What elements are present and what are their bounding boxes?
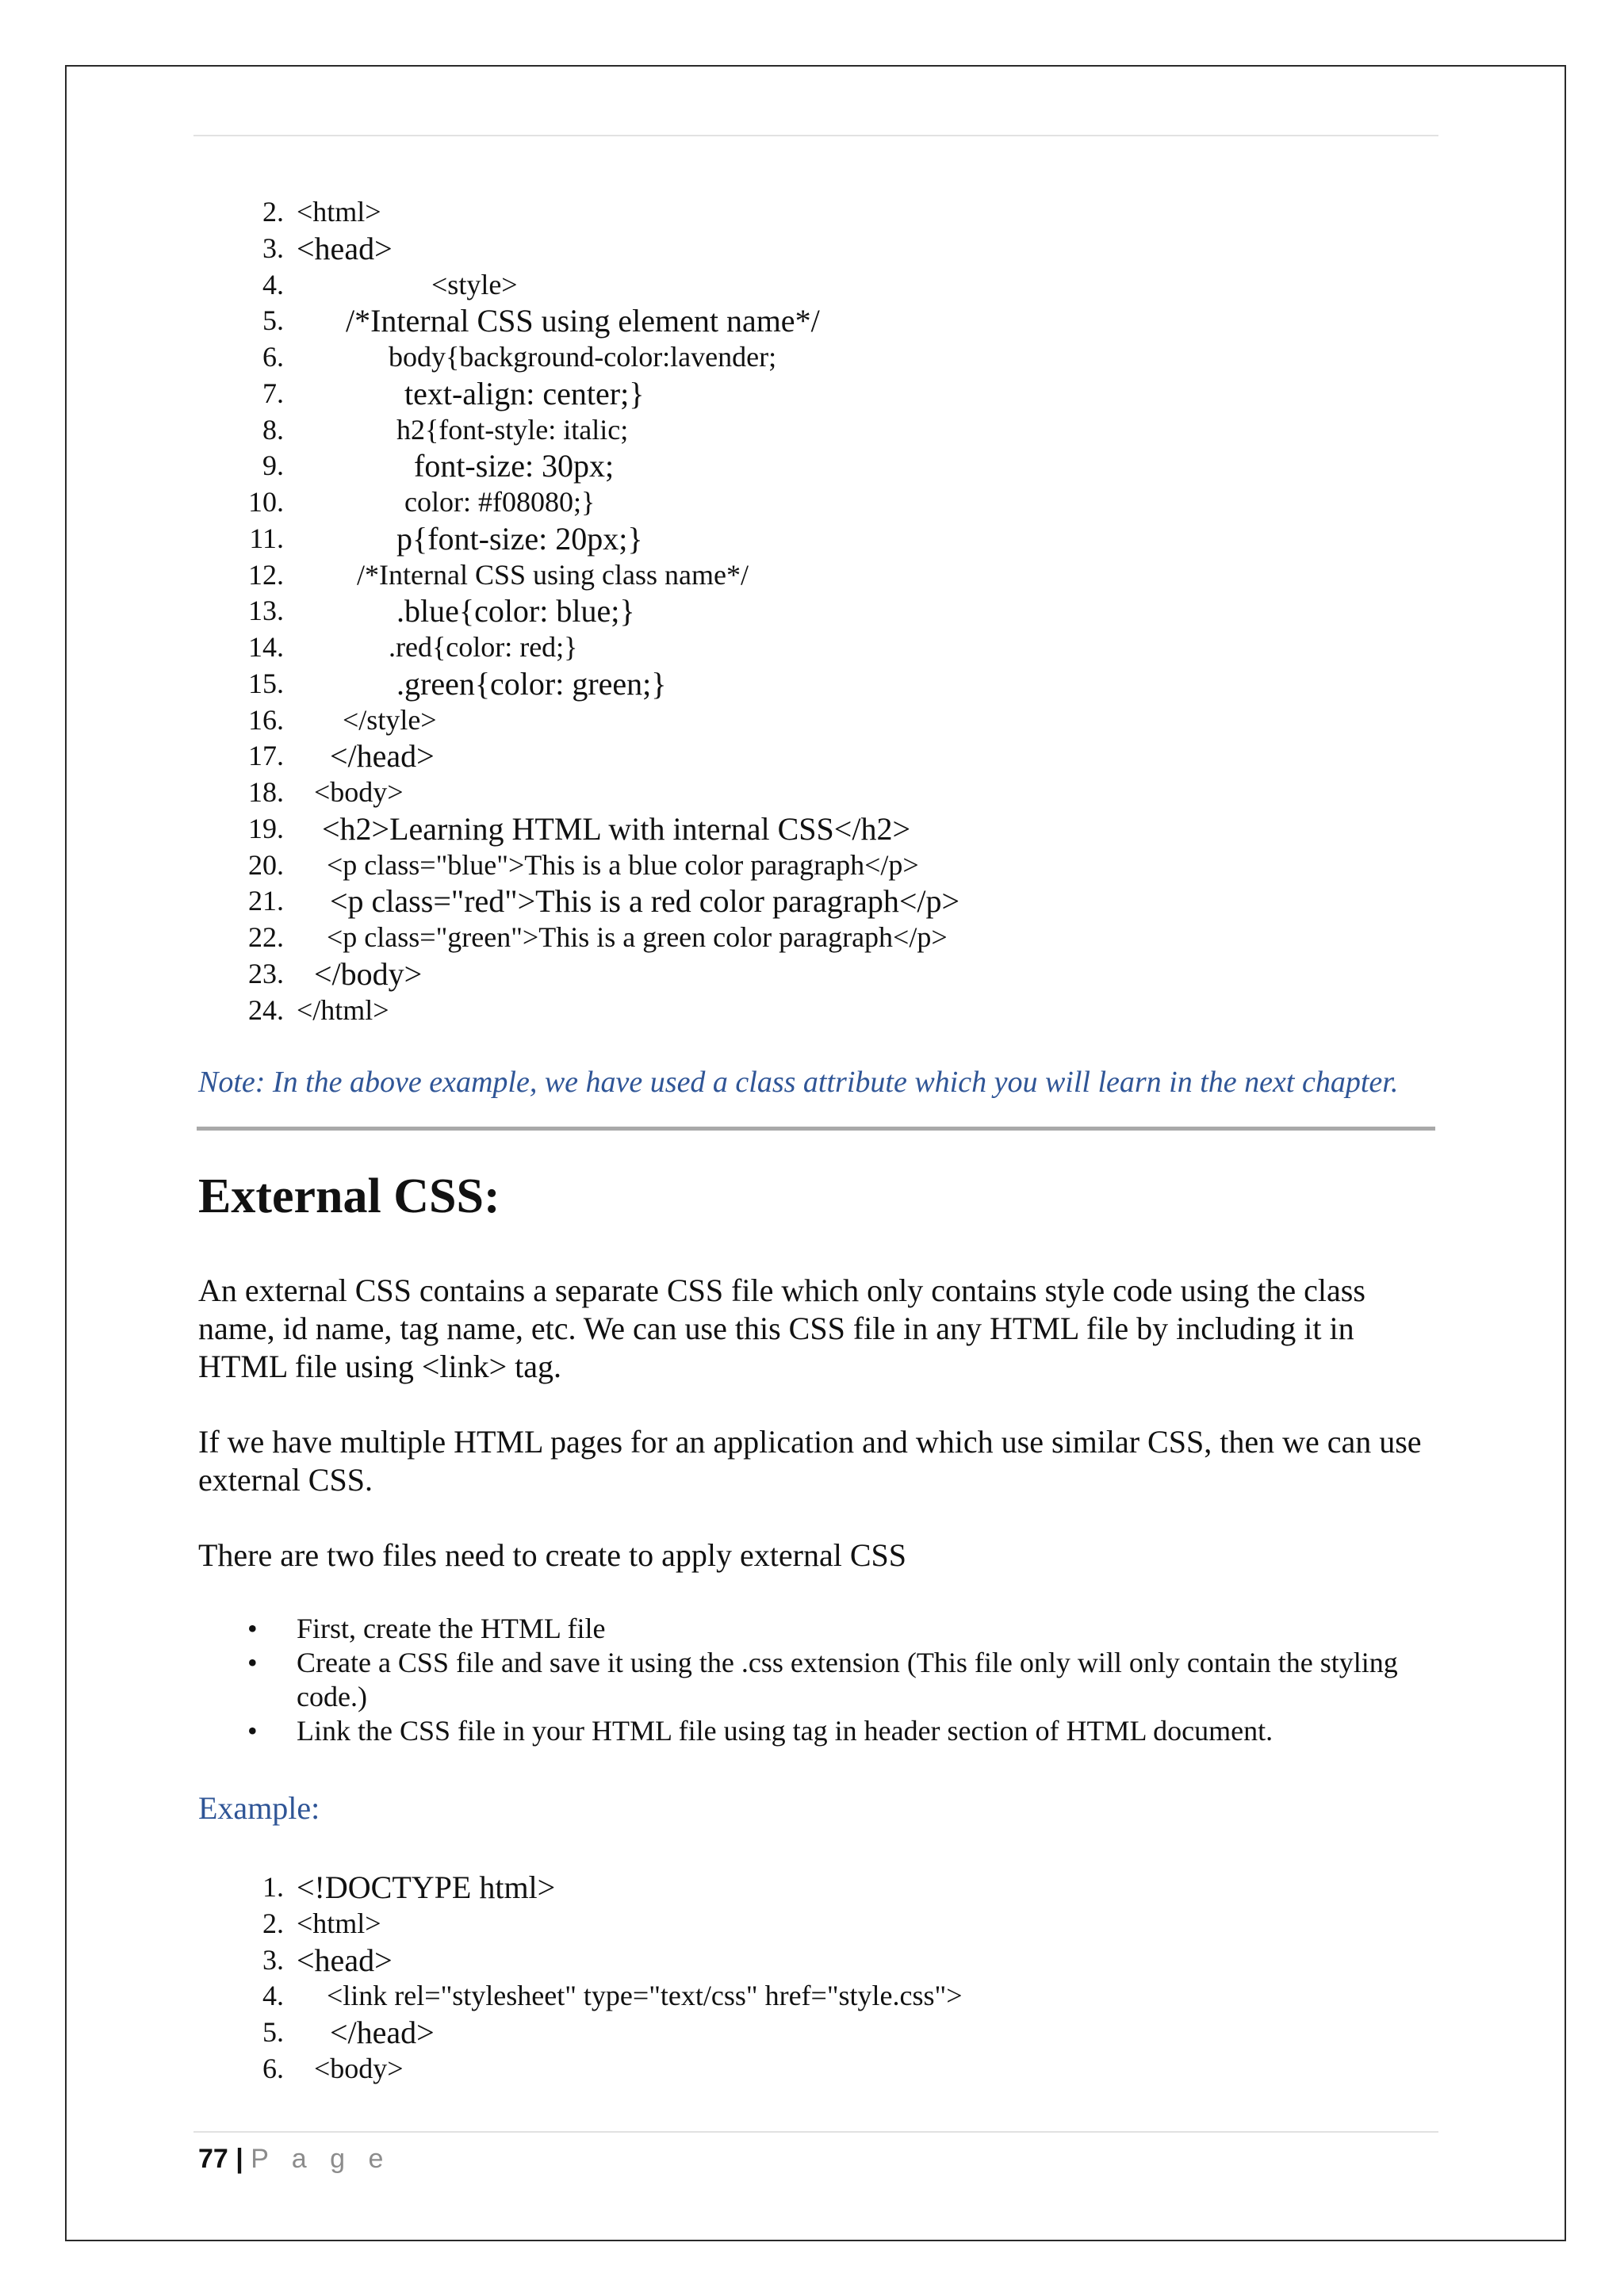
line-number: 1. — [262, 1871, 284, 1903]
line-number: 6. — [262, 2052, 284, 2084]
paragraph-usage: If we have multiple HTML pages for an application and which use similar CSS, then we can use external CSS. — [198, 1424, 1422, 1498]
code-line — [198, 738, 1427, 775]
code-line — [198, 593, 1427, 629]
bullet-item — [198, 1646, 1435, 1714]
paragraph-files: There are two files need to create to apply external CSS — [198, 1537, 906, 1573]
line-number: 8. — [262, 413, 284, 446]
code-line — [198, 883, 1427, 920]
line-number: 13. — [248, 595, 284, 627]
code-text: <!DOCTYPE html> — [297, 1869, 556, 1905]
code-text: .blue{color: blue;} — [396, 593, 635, 629]
note-text: Note: In the above example, we have used a class attribute which you will learn in the next chapter. — [198, 1066, 1399, 1099]
line-number: 2. — [262, 1907, 284, 1939]
code-text: </head> — [330, 2015, 435, 2050]
code-line — [198, 702, 1427, 739]
code-text: </style> — [343, 703, 437, 736]
code-text: <head> — [297, 230, 393, 266]
code-text: <html> — [297, 196, 381, 228]
line-number: 18. — [248, 776, 284, 808]
line-number: 11. — [249, 522, 284, 554]
code-line — [198, 376, 1427, 412]
code-line — [198, 448, 1427, 484]
code-line — [198, 521, 1427, 557]
code-text: <link rel="stylesheet" type="text/css" href="style.css"> — [327, 1980, 963, 2012]
code-text: .red{color: red;} — [389, 631, 578, 663]
code-text: body{background-color:lavender; — [389, 341, 777, 373]
line-number: 3. — [262, 232, 284, 264]
bullet-text: Create a CSS file and save it using the .css extension (This file only will only contain the styling code.) — [297, 1647, 1398, 1712]
header-rule — [193, 135, 1438, 136]
line-number: 19. — [248, 812, 284, 844]
line-number: 23. — [248, 957, 284, 989]
footer-rule — [193, 2131, 1438, 2133]
code-line — [198, 484, 1427, 521]
code-line — [198, 557, 1427, 594]
code-text: <head> — [297, 1942, 393, 1978]
code-line — [198, 956, 1427, 993]
code-line — [198, 267, 1427, 304]
page-footer — [198, 2144, 391, 2175]
example-label: Example: — [198, 1790, 320, 1826]
code-text: <body> — [314, 776, 404, 808]
code-text: </html> — [297, 993, 389, 1026]
code-text: <style> — [431, 268, 518, 300]
code-text: color: #f08080;} — [404, 486, 596, 518]
code-line — [198, 811, 1427, 848]
line-number: 3. — [262, 1943, 284, 1976]
section-divider — [197, 1127, 1435, 1131]
line-number: 4. — [262, 268, 284, 300]
code-listing-internal-css — [198, 194, 1427, 1028]
code-line — [198, 993, 1427, 1029]
code-listing-external-css — [198, 1869, 1427, 2087]
line-number: 14. — [248, 631, 284, 663]
section-heading: External CSS: — [198, 1169, 500, 1223]
bullet-marker: • — [247, 1715, 258, 1747]
line-number: 17. — [248, 740, 284, 772]
line-number: 9. — [262, 450, 284, 482]
page-label: P a g e — [251, 2144, 392, 2174]
line-number: 5. — [262, 304, 284, 337]
code-text: /*Internal CSS using class name*/ — [357, 558, 749, 591]
code-text: text-align: center;} — [404, 375, 645, 411]
paragraph-intro: An external CSS contains a separate CSS file which only contains style code using the class name, id name, tag name, etc. We can use this CSS file in any HTML file by including it in HTML file using <link> tag. — [198, 1272, 1365, 1384]
line-number: 24. — [248, 993, 284, 1026]
code-line — [198, 629, 1427, 666]
code-text: <body> — [314, 2052, 404, 2084]
code-text: <html> — [297, 1907, 381, 1939]
line-number: 12. — [248, 558, 284, 591]
line-number: 21. — [248, 885, 284, 917]
line-number: 2. — [262, 196, 284, 228]
code-line — [198, 666, 1427, 702]
code-text: <p class="green">This is a green color paragraph</p> — [327, 921, 948, 953]
code-text: font-size: 30px; — [414, 448, 615, 484]
code-line — [198, 303, 1427, 339]
code-text: </head> — [330, 738, 435, 775]
code-line — [198, 1942, 1427, 1979]
bullet-item — [198, 1714, 1435, 1748]
line-number: 22. — [248, 921, 284, 953]
code-line — [198, 1869, 1427, 1906]
bullet-text: Link the CSS file in your HTML file using tag in header section of HTML document. — [297, 1715, 1274, 1747]
bullet-list — [198, 1612, 1435, 1748]
code-text: /*Internal CSS using element name*/ — [346, 303, 820, 339]
line-number: 6. — [262, 341, 284, 373]
code-line — [198, 2051, 1427, 2087]
bullet-text: First, create the HTML file — [297, 1613, 606, 1644]
footer-separator: | — [236, 2144, 243, 2174]
code-text: <p class="blue">This is a blue color paragraph</p> — [327, 848, 919, 881]
bullet-marker: • — [247, 1613, 258, 1644]
bullet-item — [198, 1612, 1435, 1646]
line-number: 20. — [248, 848, 284, 881]
line-number: 10. — [248, 486, 284, 518]
bullet-marker: • — [247, 1647, 258, 1678]
code-line — [198, 1978, 1427, 2015]
page-number: 77 — [198, 2144, 228, 2174]
code-text: <p class="red">This is a red color paragraph</p> — [330, 883, 960, 920]
code-line — [198, 412, 1427, 449]
code-text: h2{font-style: italic; — [396, 413, 629, 446]
code-line — [198, 1906, 1427, 1942]
code-text: </body> — [314, 955, 423, 992]
code-line — [198, 194, 1427, 231]
line-number: 5. — [262, 2016, 284, 2048]
code-line — [198, 775, 1427, 811]
line-number: 4. — [262, 1980, 284, 2012]
code-text: <h2>Learning HTML with internal CSS</h2> — [322, 810, 911, 847]
code-line — [198, 231, 1427, 267]
code-text: .green{color: green;} — [396, 665, 667, 702]
code-text: p{font-size: 20px;} — [396, 520, 643, 557]
code-line — [198, 920, 1427, 956]
line-number: 15. — [248, 667, 284, 699]
code-line — [198, 2015, 1427, 2051]
code-line — [198, 339, 1427, 376]
line-number: 7. — [262, 377, 284, 409]
line-number: 16. — [248, 703, 284, 736]
code-line — [198, 848, 1427, 884]
